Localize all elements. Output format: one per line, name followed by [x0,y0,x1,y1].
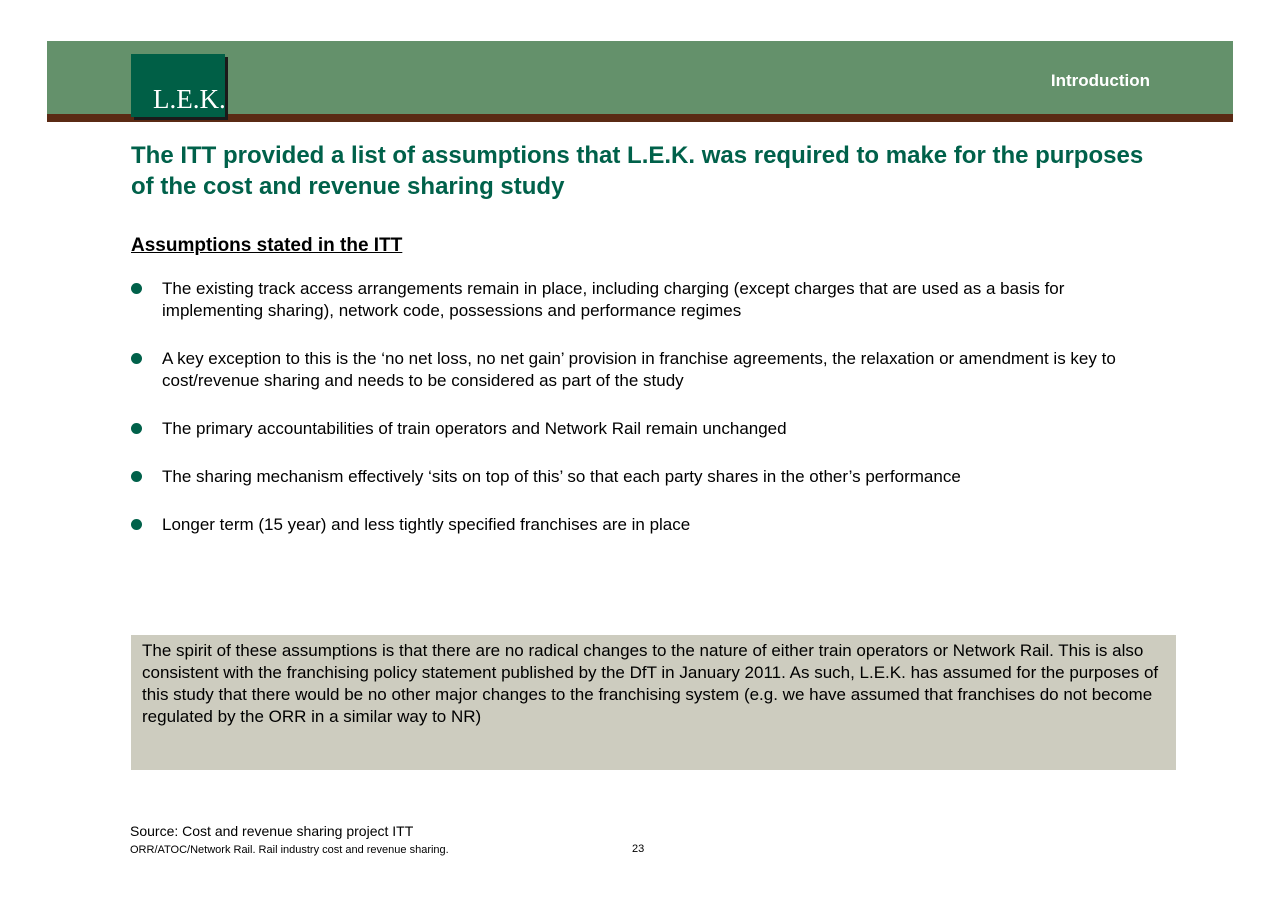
lek-logo: L.E.K. [131,54,225,117]
list-item [131,514,1151,536]
list-item [131,466,1151,488]
bullet-icon [131,283,142,294]
callout-box: The spirit of these assumptions is that there are no radical changes to the nature of either train operators or Network Rail. This is also consistent with the franchising policy statement published by the DfT in January 2011. As such, L.E.K. has assumed for the purposes of this study that there would be no other major changes to the franchising system (e.g. we have assumed that franchises do not become regulated by the ORR in a similar way to NR) [131,635,1176,770]
list-item [131,418,1151,440]
page-title: The ITT provided a list of assumptions that L.E.K. was required to make for the purposes of the cost and revenue sharing study [131,142,1144,200]
bullet-icon [131,471,142,482]
footer-text: ORR/ATOC/Network Rail. Rail industry cost and revenue sharing. [130,844,449,856]
bullet-icon [131,423,142,434]
list-item-text: A key exception to this is the ‘no net loss, no net gain’ provision in franchise agreements, the relaxation or amendment is key to cost/revenue sharing and needs to be considered as part of the study [162,349,1116,390]
list-item [131,348,1151,392]
bullet-icon [131,353,142,364]
list-item-text: The primary accountabilities of train operators and Network Rail remain unchanged [162,419,787,438]
section-label: Introduction [1050,71,1150,90]
section-subheading: Assumptions stated in the ITT [131,235,403,256]
bullet-icon [131,519,142,530]
list-item-text: The sharing mechanism effectively ‘sits on top of this’ so that each party shares in the other’s performance [162,467,961,486]
list-item-text: The existing track access arrangements remain in place, including charging (except charges that are used as a basis for implementing sharing), network code, possessions and performance regimes [162,279,1065,320]
list-item-text: Longer term (15 year) and less tightly specified franchises are in place [162,515,691,534]
source-note: Source: Cost and revenue sharing project ITT [130,823,414,839]
assumptions-list [131,278,1151,562]
page-number: 23 [632,843,645,855]
list-item [131,278,1151,322]
